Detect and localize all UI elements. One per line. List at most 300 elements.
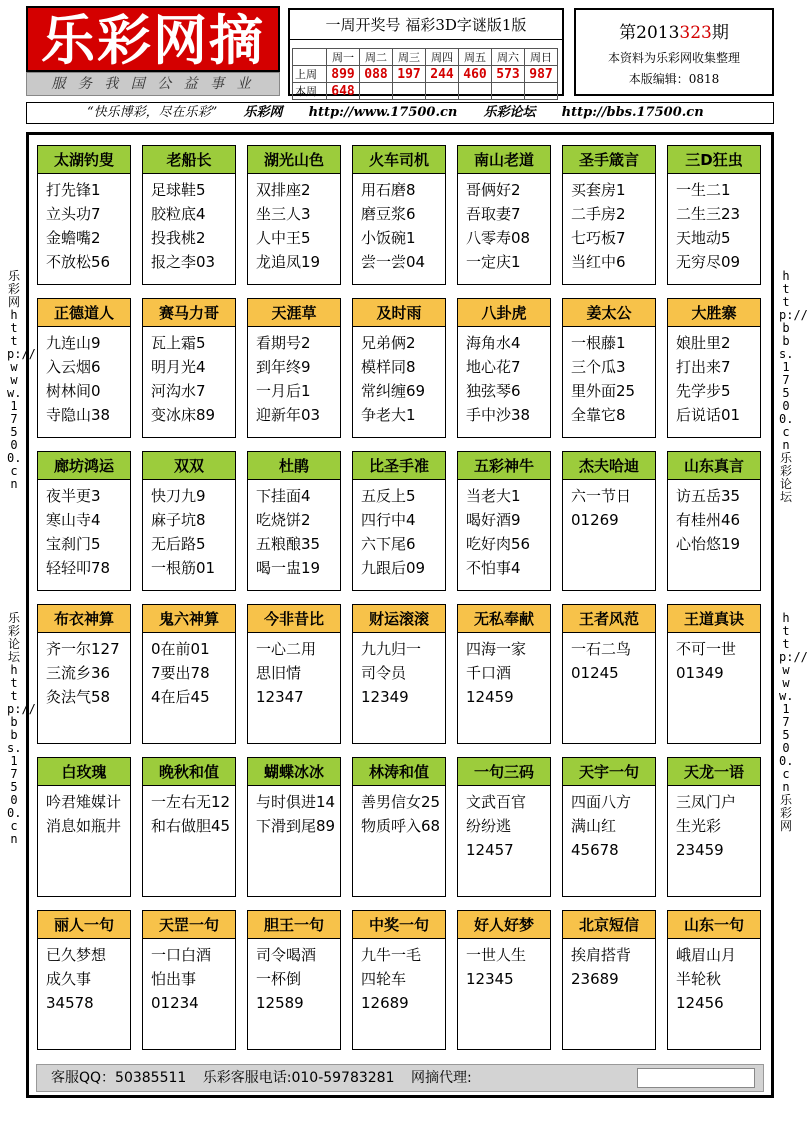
riddle-body [668,637,760,685]
riddle-body [563,790,655,862]
riddle-line: 九牛一毛 [361,946,422,964]
riddle-line: 物质呼入68 [361,817,441,835]
riddle-line: 消息如瓶井 [46,817,122,835]
riddle-body [143,484,235,580]
riddle-body [143,178,235,274]
riddle-line: 12457 [466,841,514,859]
riddle-card [37,145,131,285]
draw-number [459,83,492,100]
draw-number: 987 [525,66,558,83]
riddle-line: 四面八方 [571,793,632,811]
riddle-line: 34578 [46,994,94,1012]
riddle-line: 满山红 [571,817,617,835]
riddle-card [247,604,341,744]
riddle-line: 12345 [466,970,514,988]
issue-suffix: 期 [711,23,729,43]
riddle-line: 全靠它8 [571,406,626,424]
riddle-line: 已久梦想 [46,946,107,964]
riddle-card [352,451,446,591]
riddle-line: 胶粒底4 [151,205,206,223]
riddle-line: 一定庆1 [466,253,521,271]
side-label-left-top: 乐彩网 http://www.17500.cn [7,269,36,491]
riddle-body [458,178,550,274]
draw-number [492,83,525,100]
riddle-card [667,757,761,897]
riddle-author: 丽人一句 [38,911,130,939]
draw-number [393,83,426,100]
riddle-line: 千口酒 [466,664,512,682]
riddle-card [457,145,551,285]
riddle-author: 三D狂虫 [668,146,760,174]
riddle-author: 天宇一句 [563,758,655,786]
weekly-draw-box [288,8,564,99]
riddle-body [668,178,760,274]
riddle-line: 双排座2 [256,181,311,199]
riddle-line: 小饭碗1 [361,229,416,247]
riddle-line: 12347 [256,688,304,706]
riddle-line: 齐一尔127 [46,640,120,658]
riddle-line: 到年终9 [256,358,311,376]
riddle-card [667,145,761,285]
riddle-line: 麻子坑8 [151,511,206,529]
riddle-line: 01245 [571,664,619,682]
riddle-line: 不放松56 [46,253,111,271]
riddle-line: 宝刹门5 [46,535,101,553]
riddle-card [247,451,341,591]
riddle-line: 一石二鸟 [571,640,632,658]
agent-label: 网摘代理: [410,1070,472,1086]
riddle-card [247,298,341,438]
riddle-author: 南山老道 [458,146,550,174]
riddle-line: 瓦上霜5 [151,334,206,352]
riddle-author: 赛马力哥 [143,299,235,327]
riddle-card [562,451,656,591]
riddle-card [142,910,236,1050]
site-url-link[interactable]: http://www.17500.cn [308,105,458,120]
riddle-line: 当老大1 [466,487,521,505]
riddle-body [563,637,655,685]
riddle-author: 布衣神算 [38,605,130,633]
riddle-line: 纷纷逃 [466,817,512,835]
riddle-card [352,145,446,285]
riddle-card [37,298,131,438]
riddle-author: 火车司机 [353,146,445,174]
riddle-body [248,637,340,709]
riddle-card [142,145,236,285]
weekday-cell: 周日 [525,49,558,66]
forum-name: 乐彩论坛 [483,105,536,120]
riddle-body [38,943,130,1015]
riddle-author: 湖光山色 [248,146,340,174]
riddle-line: 不怕事4 [466,559,521,577]
issue-line [576,18,772,43]
riddle-body [668,484,760,556]
side-label-right-bottom: http://www.17500.cn 乐彩网 [779,611,808,833]
riddle-line: 一心二用 [256,640,317,658]
riddle-card [562,910,656,1050]
riddle-line: 四海一家 [466,640,527,658]
riddle-line: 六下尾6 [361,535,416,553]
riddle-line: 二手房2 [571,205,626,223]
riddle-line: 01349 [676,664,724,682]
riddle-author: 北京短信 [563,911,655,939]
riddle-line: 心怡悠19 [676,535,741,553]
riddle-author: 晚秋和值 [143,758,235,786]
riddle-author: 山东真言 [668,452,760,480]
riddle-line: 文武百官 [466,793,527,811]
draw-number: 648 [327,83,360,100]
riddle-line: 变冰床89 [151,406,216,424]
riddle-line: 三个瓜3 [571,358,626,376]
riddle-author: 廊坊鸿运 [38,452,130,480]
riddle-card [457,451,551,591]
riddle-line: 生光彩 [676,817,722,835]
riddle-line: 吃好肉56 [466,535,531,553]
riddle-card [457,604,551,744]
riddle-line: 无穷尽09 [676,253,741,271]
riddle-line: 争老大1 [361,406,416,424]
riddle-author: 圣手箴言 [563,146,655,174]
riddle-card [37,451,131,591]
riddle-card [667,451,761,591]
riddle-line: 01234 [151,994,199,1012]
riddle-body [458,331,550,427]
riddle-line: 娘肚里2 [676,334,731,352]
riddle-line: 一口白酒 [151,946,212,964]
riddle-card [457,910,551,1050]
riddle-line: 吃烧饼2 [256,511,311,529]
riddle-line: 七巧板7 [571,229,626,247]
riddle-body [143,331,235,427]
riddle-body [668,943,760,1015]
riddle-line: 地心花7 [466,358,521,376]
riddle-line: 12689 [361,994,409,1012]
riddle-body [248,178,340,274]
last-week-row [293,66,558,83]
draw-title: 一周开奖号 福彩3D字谜版1版 [290,10,562,40]
weekday-cell: 周三 [393,49,426,66]
riddle-line: 九九归一 [361,640,422,658]
riddle-author: 王者风范 [563,605,655,633]
riddle-line: 海角水4 [466,334,521,352]
riddle-line: 模样同8 [361,358,416,376]
riddle-line: 喝一盅19 [256,559,321,577]
riddle-body [668,790,760,862]
riddle-line: 八零寿08 [466,229,531,247]
riddle-card [457,298,551,438]
riddle-line: 五反上5 [361,487,416,505]
draw-number: 244 [426,66,459,83]
riddle-line: 先学步5 [676,382,731,400]
riddle-line: 和右做胆45 [151,817,231,835]
riddle-body [563,484,655,532]
riddle-line: 九连山9 [46,334,101,352]
riddle-body [563,943,655,991]
riddle-author: 姜太公 [563,299,655,327]
riddle-author: 天罡一句 [143,911,235,939]
weekday-cell: 周四 [426,49,459,66]
riddle-line: 三凤门户 [676,793,737,811]
riddle-line: 夜半更3 [46,487,101,505]
service-phone: 乐彩客服电话:010-59783281 [202,1070,395,1086]
riddle-body [668,331,760,427]
riddle-line: 立头功7 [46,205,101,223]
riddle-line: 里外面25 [571,382,636,400]
riddle-line: 一根筋01 [151,559,216,577]
riddle-line: 入云烟6 [46,358,101,376]
riddle-line: 半轮秋 [676,970,722,988]
logo-text: 乐彩网摘 [41,8,265,72]
issue-editor: 本版编辑：0818 [628,72,720,86]
riddle-author: 五彩神牛 [458,452,550,480]
riddle-card [562,298,656,438]
riddle-line: 吾取妻7 [466,205,521,223]
riddle-line: 九跟后09 [361,559,426,577]
riddle-author: 太湖钓叟 [38,146,130,174]
riddle-line: 看期号2 [256,334,311,352]
this-week-label: 本周 [293,83,327,100]
riddle-line: 不可一世 [676,640,737,658]
riddle-card [667,910,761,1050]
riddle-card [37,910,131,1050]
riddle-line: 吟君雉媒计 [46,793,122,811]
draw-number [525,83,558,100]
riddle-author: 林涛和值 [353,758,445,786]
riddle-line: 一根藤1 [571,334,626,352]
riddle-line: 一左右无12 [151,793,231,811]
issue-prefix: 第2013 [619,23,680,43]
riddle-line: 12349 [361,688,409,706]
riddle-body [458,943,550,991]
slogan: 服 务 我 国 公 益 事 业 [26,72,280,96]
riddle-grid [26,132,774,1098]
riddle-card [352,604,446,744]
riddle-line: 买套房1 [571,181,626,199]
riddle-card [457,757,551,897]
riddle-line: 四轮车 [361,970,407,988]
riddle-card [352,298,446,438]
riddle-body [143,790,235,838]
riddle-card [247,145,341,285]
riddle-line: 打先锋1 [46,181,101,199]
riddle-line: 磨豆浆6 [361,205,416,223]
side-label-right-top: http://bbs.17500.cn 乐彩论坛 [779,269,808,504]
riddle-author: 胆王一句 [248,911,340,939]
riddle-line: 访五岳35 [676,487,741,505]
riddle-author: 王道真诀 [668,605,760,633]
riddle-card [562,604,656,744]
agent-field [637,1068,755,1088]
riddle-line: 河沟水7 [151,382,206,400]
riddle-card [247,910,341,1050]
last-week-label: 上周 [293,66,327,83]
riddle-line: 人中王5 [256,229,311,247]
riddle-author: 中奖一句 [353,911,445,939]
riddle-author: 及时雨 [353,299,445,327]
riddle-body [248,943,340,1015]
riddle-line: 下滑到尾89 [256,817,336,835]
riddle-author: 杜鹃 [248,452,340,480]
footer-bar [36,1064,764,1092]
riddle-line: 无后路5 [151,535,206,553]
riddle-author: 大胜寨 [668,299,760,327]
riddle-author: 好人好梦 [458,911,550,939]
riddle-line: 当红中6 [571,253,626,271]
issue-number: 323 [679,23,712,43]
riddle-body [563,178,655,274]
riddle-line: 23689 [571,970,619,988]
riddle-line: 7要出78 [151,664,210,682]
riddle-body [353,178,445,274]
riddle-line: 12456 [676,994,724,1012]
riddle-line: 挨肩搭背 [571,946,632,964]
weekday-cell: 周二 [360,49,393,66]
riddle-author: 天涯草 [248,299,340,327]
riddle-author: 天龙一语 [668,758,760,786]
riddle-body [353,331,445,427]
riddle-line: 尝一尝04 [361,253,426,271]
riddle-line: 与时俱进14 [256,793,336,811]
riddle-line: 善男信女25 [361,793,441,811]
riddle-body [563,331,655,427]
riddle-line: 坐三人3 [256,205,311,223]
riddle-line: 一杯倒 [256,970,302,988]
riddle-line: 投我桃2 [151,229,206,247]
riddle-line: 手中沙38 [466,406,531,424]
riddle-body [353,484,445,580]
riddle-line: 金蟾嘴2 [46,229,101,247]
riddle-card [142,451,236,591]
riddle-author: 蝴蝶冰冰 [248,758,340,786]
riddle-line: 0在前01 [151,640,210,658]
issue-box [574,8,774,96]
riddle-body [38,331,130,427]
riddle-line: 有桂州46 [676,511,741,529]
riddle-body [458,484,550,580]
draw-number: 197 [393,66,426,83]
riddle-line: 01269 [571,511,619,529]
riddle-author: 比圣手准 [353,452,445,480]
draw-number [426,83,459,100]
site-name: 乐彩网 [243,105,283,120]
weekday-cell: 周一 [327,49,360,66]
riddle-line: 二生三23 [676,205,741,223]
riddle-line: 峨眉山月 [676,946,737,964]
riddle-author: 正德道人 [38,299,130,327]
riddle-card [667,298,761,438]
riddle-author: 财运滚滚 [353,605,445,633]
riddle-line: 一生二1 [676,181,731,199]
riddle-body [38,637,130,709]
motto-quote: “快乐博彩，尽在乐彩” [87,105,218,120]
riddle-line: 兄弟俩2 [361,334,416,352]
riddle-line: 寒山寺4 [46,511,101,529]
riddle-author: 无私奉献 [458,605,550,633]
riddle-author: 白玫瑰 [38,758,130,786]
riddle-line: 报之李03 [151,253,216,271]
riddle-author: 今非昔比 [248,605,340,633]
riddle-line: 司令员 [361,664,407,682]
riddle-line: 后说话01 [676,406,741,424]
riddle-body [143,637,235,709]
riddle-body [38,790,130,838]
riddle-card [37,604,131,744]
logo [26,6,280,72]
forum-url-link[interactable]: http://bbs.17500.cn [561,105,704,120]
riddle-author: 八卦虎 [458,299,550,327]
riddle-body [353,943,445,1015]
draw-number: 573 [492,66,525,83]
weekday-row [293,49,558,66]
riddle-line: 用石磨8 [361,181,416,199]
issue-note: 本资料为乐彩网收集整理 [607,51,740,65]
weekday-cell: 周五 [459,49,492,66]
service-qq: 客服QQ：50385511 [51,1070,187,1086]
riddle-body [248,331,340,427]
riddle-author: 山东一句 [668,911,760,939]
riddle-body [353,790,445,838]
riddle-body [38,178,130,274]
riddle-author: 双双 [143,452,235,480]
riddle-line: 天地动5 [676,229,731,247]
riddle-card [247,757,341,897]
riddle-body [38,484,130,580]
riddle-line: 司令喝酒 [256,946,317,964]
draw-number: 899 [327,66,360,83]
riddle-line: 常纠缠69 [361,382,426,400]
riddle-card [562,757,656,897]
riddle-line: 45678 [571,841,619,859]
riddle-line: 一月后1 [256,382,311,400]
riddle-body [143,943,235,1015]
riddle-line: 四行中4 [361,511,416,529]
riddle-author: 老船长 [143,146,235,174]
riddle-line: 23459 [676,841,724,859]
weekly-draw-table [292,48,558,100]
riddle-line: 迎新年03 [256,406,321,424]
riddle-line: 4在后45 [151,688,210,706]
riddle-line: 怕出事 [151,970,197,988]
riddle-line: 12459 [466,688,514,706]
riddle-body [248,790,340,838]
riddle-card [667,604,761,744]
riddle-line: 12589 [256,994,304,1012]
riddle-line: 足球鞋5 [151,181,206,199]
draw-number: 460 [459,66,492,83]
riddle-line: 灸法气58 [46,688,111,706]
riddle-line: 树林间0 [46,382,101,400]
riddle-line: 轻轻叩78 [46,559,111,577]
riddle-card [562,145,656,285]
riddle-card [352,910,446,1050]
riddle-line: 思旧情 [256,664,302,682]
riddle-line: 龙追凤19 [256,253,321,271]
riddle-card [352,757,446,897]
riddle-line: 六一节日 [571,487,632,505]
riddle-card [142,604,236,744]
riddle-line: 寺隐山38 [46,406,111,424]
riddle-line: 独弦琴6 [466,382,521,400]
riddle-card [37,757,131,897]
draw-number [360,83,393,100]
riddle-card [142,757,236,897]
riddle-body [458,790,550,862]
riddle-card [142,298,236,438]
riddle-line: 一世人生 [466,946,527,964]
this-week-row [293,83,558,100]
riddle-line: 打出来7 [676,358,731,376]
corner-cell [293,49,327,66]
